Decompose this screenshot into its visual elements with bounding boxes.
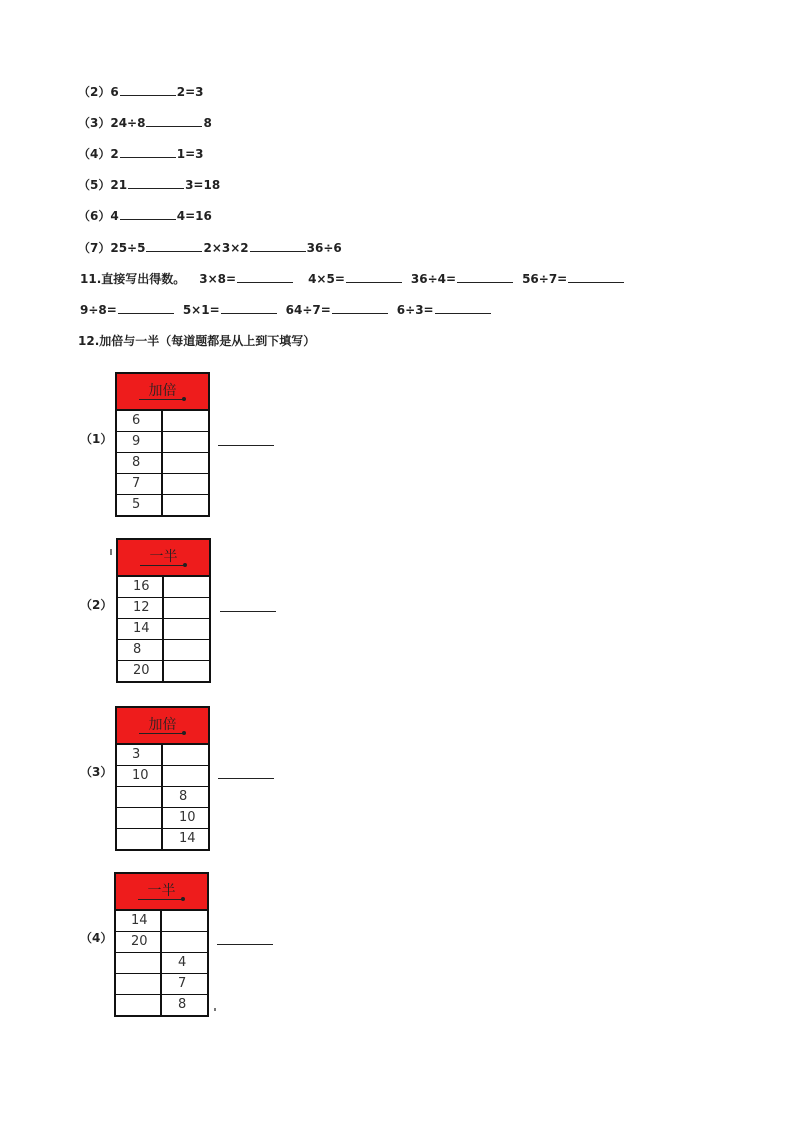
answer-blank[interactable] bbox=[250, 239, 306, 252]
table-row bbox=[118, 661, 209, 681]
cell-input: 3 bbox=[117, 745, 163, 765]
cell-input: 14 bbox=[118, 619, 164, 639]
answer-blank[interactable] bbox=[120, 207, 176, 220]
cell-input: 10 bbox=[117, 766, 163, 786]
expression: 9÷8= bbox=[80, 303, 117, 317]
cell-input: 9 bbox=[117, 432, 163, 452]
cell-output: 10 bbox=[179, 810, 196, 825]
cell-output: 8 bbox=[178, 997, 187, 1012]
item-left: 2 bbox=[110, 147, 119, 161]
table-2 bbox=[116, 538, 211, 683]
question-11-row-2 bbox=[80, 301, 492, 318]
cell-input: 6 bbox=[117, 411, 163, 431]
table-row bbox=[117, 829, 208, 849]
table-row bbox=[117, 787, 208, 808]
item-left: 25÷5 bbox=[110, 241, 146, 255]
cell-input[interactable] bbox=[117, 808, 163, 828]
answer-blank[interactable] bbox=[221, 301, 277, 314]
cell-input[interactable] bbox=[117, 829, 163, 849]
question-12-title: 12.加倍与一半（每道题都是从上到下填写） bbox=[78, 334, 316, 348]
table-row bbox=[116, 953, 207, 974]
cell-output[interactable] bbox=[164, 598, 209, 618]
cell-output[interactable] bbox=[163, 453, 208, 473]
answer-blank[interactable] bbox=[217, 944, 273, 945]
expression: 56÷7= bbox=[522, 272, 568, 286]
table-row bbox=[117, 453, 208, 474]
question-11-title: 11.直接写出得数。 bbox=[80, 272, 186, 286]
item-right: 1=3 bbox=[176, 147, 204, 161]
item-label: （6） bbox=[78, 209, 111, 223]
scan-mark bbox=[214, 1008, 216, 1011]
cell-input: 20 bbox=[116, 932, 162, 952]
arrow-icon bbox=[138, 899, 182, 900]
item-label: （3） bbox=[78, 116, 111, 130]
item-label: （5） bbox=[78, 178, 111, 192]
table-row bbox=[117, 766, 208, 787]
cell-input: 8 bbox=[117, 453, 163, 473]
table-header bbox=[118, 540, 209, 577]
cell-output[interactable] bbox=[163, 745, 208, 765]
cell-output[interactable] bbox=[163, 474, 208, 494]
item-right: 4=16 bbox=[176, 209, 212, 223]
item-7 bbox=[78, 239, 342, 256]
item-right: 8 bbox=[203, 116, 212, 130]
answer-blank[interactable] bbox=[332, 301, 388, 314]
cell-output[interactable] bbox=[162, 911, 207, 931]
table-3 bbox=[115, 706, 210, 851]
arrow-icon bbox=[140, 565, 184, 566]
cell-input: 16 bbox=[118, 577, 164, 597]
answer-blank[interactable] bbox=[146, 114, 202, 127]
answer-blank[interactable] bbox=[435, 301, 491, 314]
table-row bbox=[118, 577, 209, 598]
cell-output: 7 bbox=[178, 976, 187, 991]
cell-input: 20 bbox=[118, 661, 164, 681]
cell-input[interactable] bbox=[117, 787, 163, 807]
table-row bbox=[116, 932, 207, 953]
table-row bbox=[117, 745, 208, 766]
table-header-title: 加倍 bbox=[148, 383, 177, 399]
answer-blank[interactable] bbox=[346, 270, 402, 283]
table-row bbox=[117, 495, 208, 515]
arrow-icon bbox=[139, 733, 183, 734]
item-left: 21 bbox=[110, 178, 128, 192]
answer-blank[interactable] bbox=[118, 301, 174, 314]
expression: 64÷7= bbox=[285, 303, 331, 317]
table-header-title: 一半 bbox=[147, 883, 176, 899]
arrow-icon bbox=[139, 399, 183, 400]
cell-output[interactable] bbox=[163, 495, 208, 515]
table-row bbox=[117, 808, 208, 829]
item-5 bbox=[78, 176, 220, 193]
table-header bbox=[117, 708, 208, 745]
answer-blank[interactable] bbox=[218, 778, 274, 779]
table-header bbox=[117, 374, 208, 411]
cell-input: 12 bbox=[118, 598, 164, 618]
cell-output: 4 bbox=[178, 955, 187, 970]
cell-output[interactable] bbox=[164, 577, 209, 597]
item-label: （7） bbox=[78, 241, 111, 255]
table-header-title: 一半 bbox=[149, 549, 178, 565]
item-4 bbox=[78, 145, 203, 162]
item-left: 24÷8 bbox=[110, 116, 146, 130]
answer-blank[interactable] bbox=[220, 611, 276, 612]
cell-output[interactable] bbox=[164, 661, 209, 681]
item-6 bbox=[78, 207, 212, 224]
item-right: 36÷6 bbox=[306, 241, 342, 255]
item-label: （4） bbox=[78, 147, 111, 161]
item-3 bbox=[78, 114, 212, 131]
item-left: 4 bbox=[110, 209, 119, 223]
table-row bbox=[116, 995, 207, 1015]
answer-blank[interactable] bbox=[120, 145, 176, 158]
table-row bbox=[116, 974, 207, 995]
answer-blank[interactable] bbox=[120, 83, 176, 96]
table-1 bbox=[115, 372, 210, 517]
cell-input: 7 bbox=[117, 474, 163, 494]
cell-input: 5 bbox=[117, 495, 163, 515]
table-row bbox=[118, 598, 209, 619]
expression: 5×1= bbox=[182, 303, 220, 317]
cell-input[interactable] bbox=[116, 974, 162, 994]
expression: 6÷3= bbox=[396, 303, 434, 317]
scan-mark bbox=[110, 549, 112, 555]
question-11-row-1 bbox=[80, 270, 625, 287]
table-4 bbox=[114, 872, 209, 1017]
table-row bbox=[118, 619, 209, 640]
item-right: 3=18 bbox=[185, 178, 221, 192]
cell-input: 8 bbox=[118, 640, 164, 660]
item-2 bbox=[78, 83, 203, 100]
cell-output[interactable] bbox=[162, 932, 207, 952]
cell-output: 8 bbox=[179, 789, 188, 804]
answer-blank[interactable] bbox=[128, 176, 184, 189]
table-3-label: （3） bbox=[80, 765, 113, 779]
answer-blank[interactable] bbox=[568, 270, 624, 283]
cell-output[interactable] bbox=[163, 411, 208, 431]
cell-input: 14 bbox=[116, 911, 162, 931]
item-label: （2） bbox=[78, 85, 111, 99]
answer-blank[interactable] bbox=[237, 270, 293, 283]
table-1-label: （1） bbox=[80, 432, 113, 446]
expression: 3×8= bbox=[199, 272, 237, 286]
table-2-label: （2） bbox=[80, 598, 113, 612]
table-header bbox=[116, 874, 207, 911]
expression: 36÷4= bbox=[410, 272, 457, 286]
cell-output: 14 bbox=[179, 831, 196, 846]
cell-output[interactable] bbox=[164, 619, 209, 639]
item-middle: 2×3×2 bbox=[203, 241, 249, 255]
cell-input[interactable] bbox=[116, 953, 162, 973]
cell-output[interactable] bbox=[164, 640, 209, 660]
table-row bbox=[118, 640, 209, 661]
table-row bbox=[116, 911, 207, 932]
item-right: 2=3 bbox=[176, 85, 204, 99]
item-left: 6 bbox=[110, 85, 119, 99]
cell-output[interactable] bbox=[163, 766, 208, 786]
cell-input[interactable] bbox=[116, 995, 162, 1015]
table-row bbox=[117, 432, 208, 453]
expression: 4×5= bbox=[308, 272, 345, 286]
table-row bbox=[117, 411, 208, 432]
table-4-label: （4） bbox=[80, 931, 113, 945]
answer-blank[interactable] bbox=[218, 445, 274, 446]
cell-output[interactable] bbox=[163, 432, 208, 452]
table-header-title: 加倍 bbox=[148, 717, 177, 733]
table-row bbox=[117, 474, 208, 495]
answer-blank[interactable] bbox=[146, 239, 202, 252]
answer-blank[interactable] bbox=[457, 270, 513, 283]
